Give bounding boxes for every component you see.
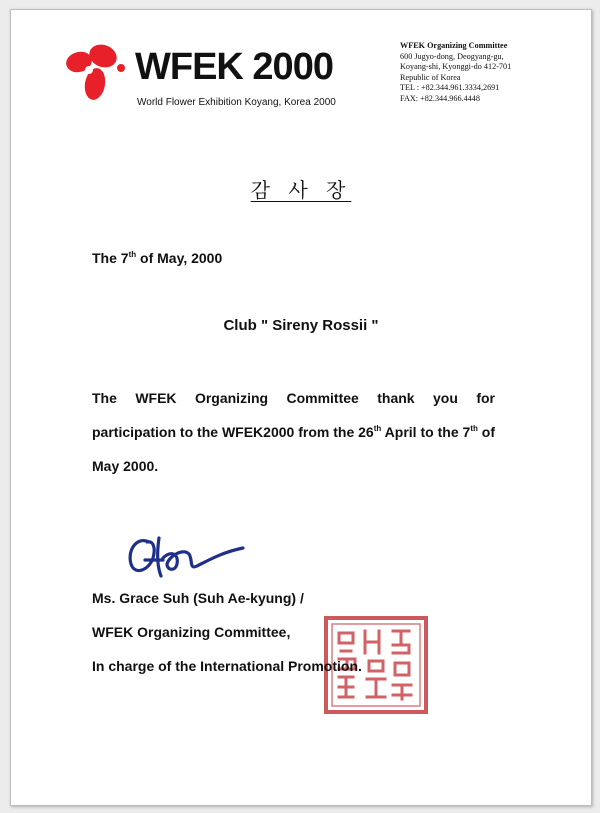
body-text-1: The WFEK Organizing Committee thank you for participation to the WFEK2000 from the 26	[92, 390, 495, 440]
signatory-role: In charge of the International Promotion.	[92, 658, 362, 674]
address-line: Koyang-shi, Kyonggi-do 412-701	[400, 62, 512, 72]
heading-text: 감 사 장	[250, 178, 352, 202]
certificate-page	[10, 9, 592, 806]
logo-wordmark: WFEK 2000	[135, 46, 333, 88]
committee-address	[400, 41, 511, 105]
logo-subtitle: World Flower Exhibition Koyang, Korea 2000	[137, 97, 336, 108]
body-text-3: of May 2000.	[92, 424, 495, 474]
body-text-2: April to the 7	[381, 424, 471, 440]
date-ordinal: th	[128, 250, 137, 259]
body-ordinal-1: th	[373, 424, 382, 433]
signatory-organization: WFEK Organizing Committee,	[92, 624, 291, 640]
letter-body	[92, 381, 495, 483]
address-title: WFEK Organizing Committee	[400, 41, 508, 50]
recipient-name: Club " Sireny Rossii "	[223, 317, 379, 334]
address-line: 600 Jugyo-dong, Deogyang-gu,	[400, 51, 504, 61]
certificate-heading	[11, 174, 591, 203]
address-fax: FAX: +82.344.966.4448	[400, 93, 480, 103]
date-suffix: of May, 2000	[136, 250, 223, 266]
wfek-logo	[65, 44, 365, 114]
date-prefix: The 7	[92, 250, 129, 266]
body-ordinal-2: th	[470, 424, 478, 433]
letter-date	[92, 250, 222, 266]
handwritten-signature	[123, 530, 248, 582]
signatory-name: Ms. Grace Suh (Suh Ae-kyung) /	[92, 590, 304, 606]
address-line: Republic of Korea	[400, 72, 461, 82]
address-tel: TEL : +82.344.961.3334,2691	[400, 83, 500, 93]
flower-logo-icon	[65, 44, 131, 106]
